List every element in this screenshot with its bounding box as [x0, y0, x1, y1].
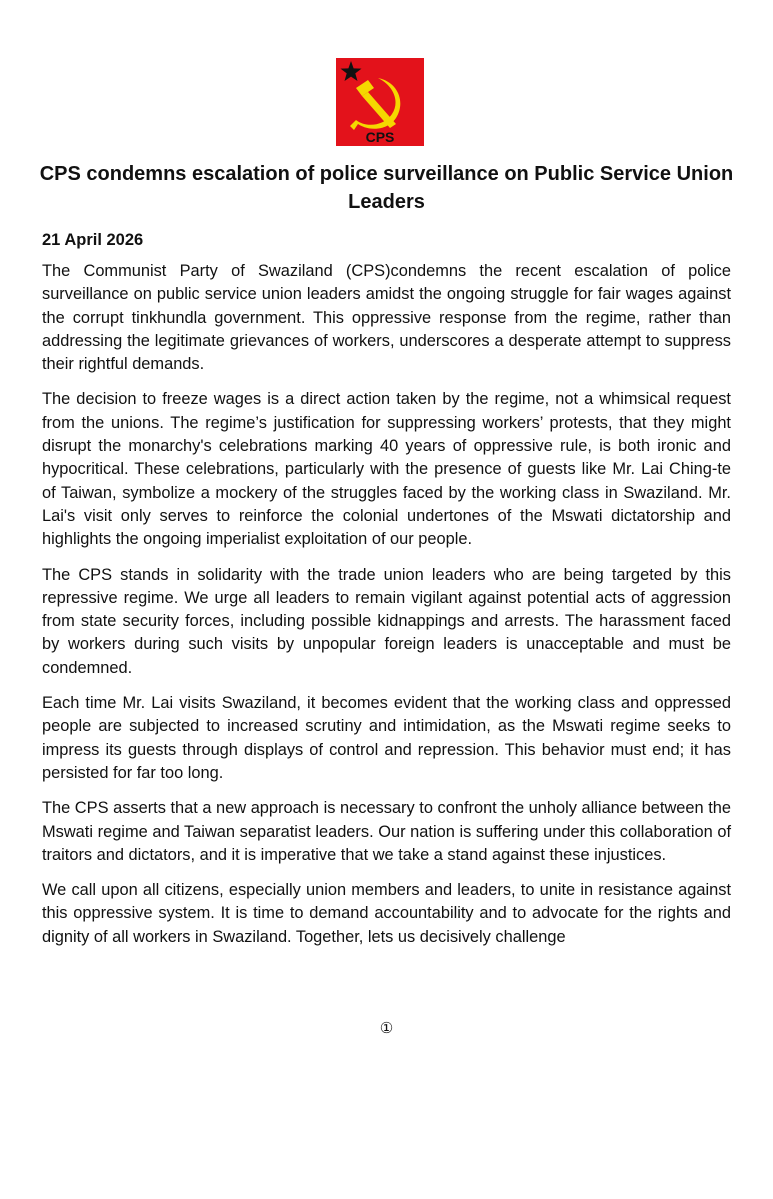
press-release-date: 21 April 2026: [42, 231, 144, 249]
paragraph: The CPS asserts that a new approach is necessary to confront the unholy alliance between the Mswati regime and Taiwan separatist leaders. Our nation is suffering under this collaboration of traitors and dictators, and it is imperative that we take a stand against these injustices.: [42, 799, 731, 864]
hammer-and-sickle-icon: [336, 58, 424, 146]
page-title: CPS condemns escalation of police surveillance on Public Service Union Leaders: [39, 163, 734, 213]
paragraph: The Communist Party of Swaziland (CPS)condemns the recent escalation of police surveillance on public service union leaders amidst the ongoing struggle for fair wages against the corrupt tinkhundla government. This oppressive response from the regime, rather than addressing the legitimate grievances of workers, underscores a desperate attempt to suppress their rightful demands.: [42, 262, 731, 374]
paragraph: The decision to freeze wages is a direct action taken by the regime, not a whimsical request from the unions. The regime’s justification for suppressing workers’ protests, that they might disrupt the monarchy's celebrations marking 40 years of oppressive rule, is both ironic and hypocritical. These celebrations, particularly with the presence of guests like Mr. Lai Ching-te of Taiwan, symbolize a mockery of the struggles faced by the working class in Swaziland. Mr. Lai's visit only serves to reinforce the colonial undertones of the Mswati dictatorship and highlights the ongoing imperialist exploitation of our people.: [42, 390, 731, 549]
paragraph: Each time Mr. Lai visits Swaziland, it becomes evident that the working class and oppressed people are subjected to increased scrutiny and intimidation, as the Mswati regime seeks to impress its guests through displays of control and repression. This behavior must end; it has persisted for far too long.: [42, 694, 731, 782]
page-number: ①: [379, 1019, 394, 1037]
paragraph: We call upon all citizens, especially union members and leaders, to unite in resistance against this oppressive system. It is time to demand accountability and to advocate for the rights and dignity of all workers in Swaziland. Together, lets us decisively challenge: [42, 881, 731, 946]
paragraph: The CPS stands in solidarity with the trade union leaders who are being targeted by this repressive regime. We urge all leaders to remain vigilant against potential acts of aggression from state security forces, including possible kidnappings and arrests. The harassment faced by workers during such visits by unpopular foreign leaders is unacceptable and must be condemned.: [42, 565, 731, 677]
logo-text: CPS: [365, 129, 395, 145]
statement-body: [42, 260, 731, 961]
cps-logo: [336, 58, 424, 146]
